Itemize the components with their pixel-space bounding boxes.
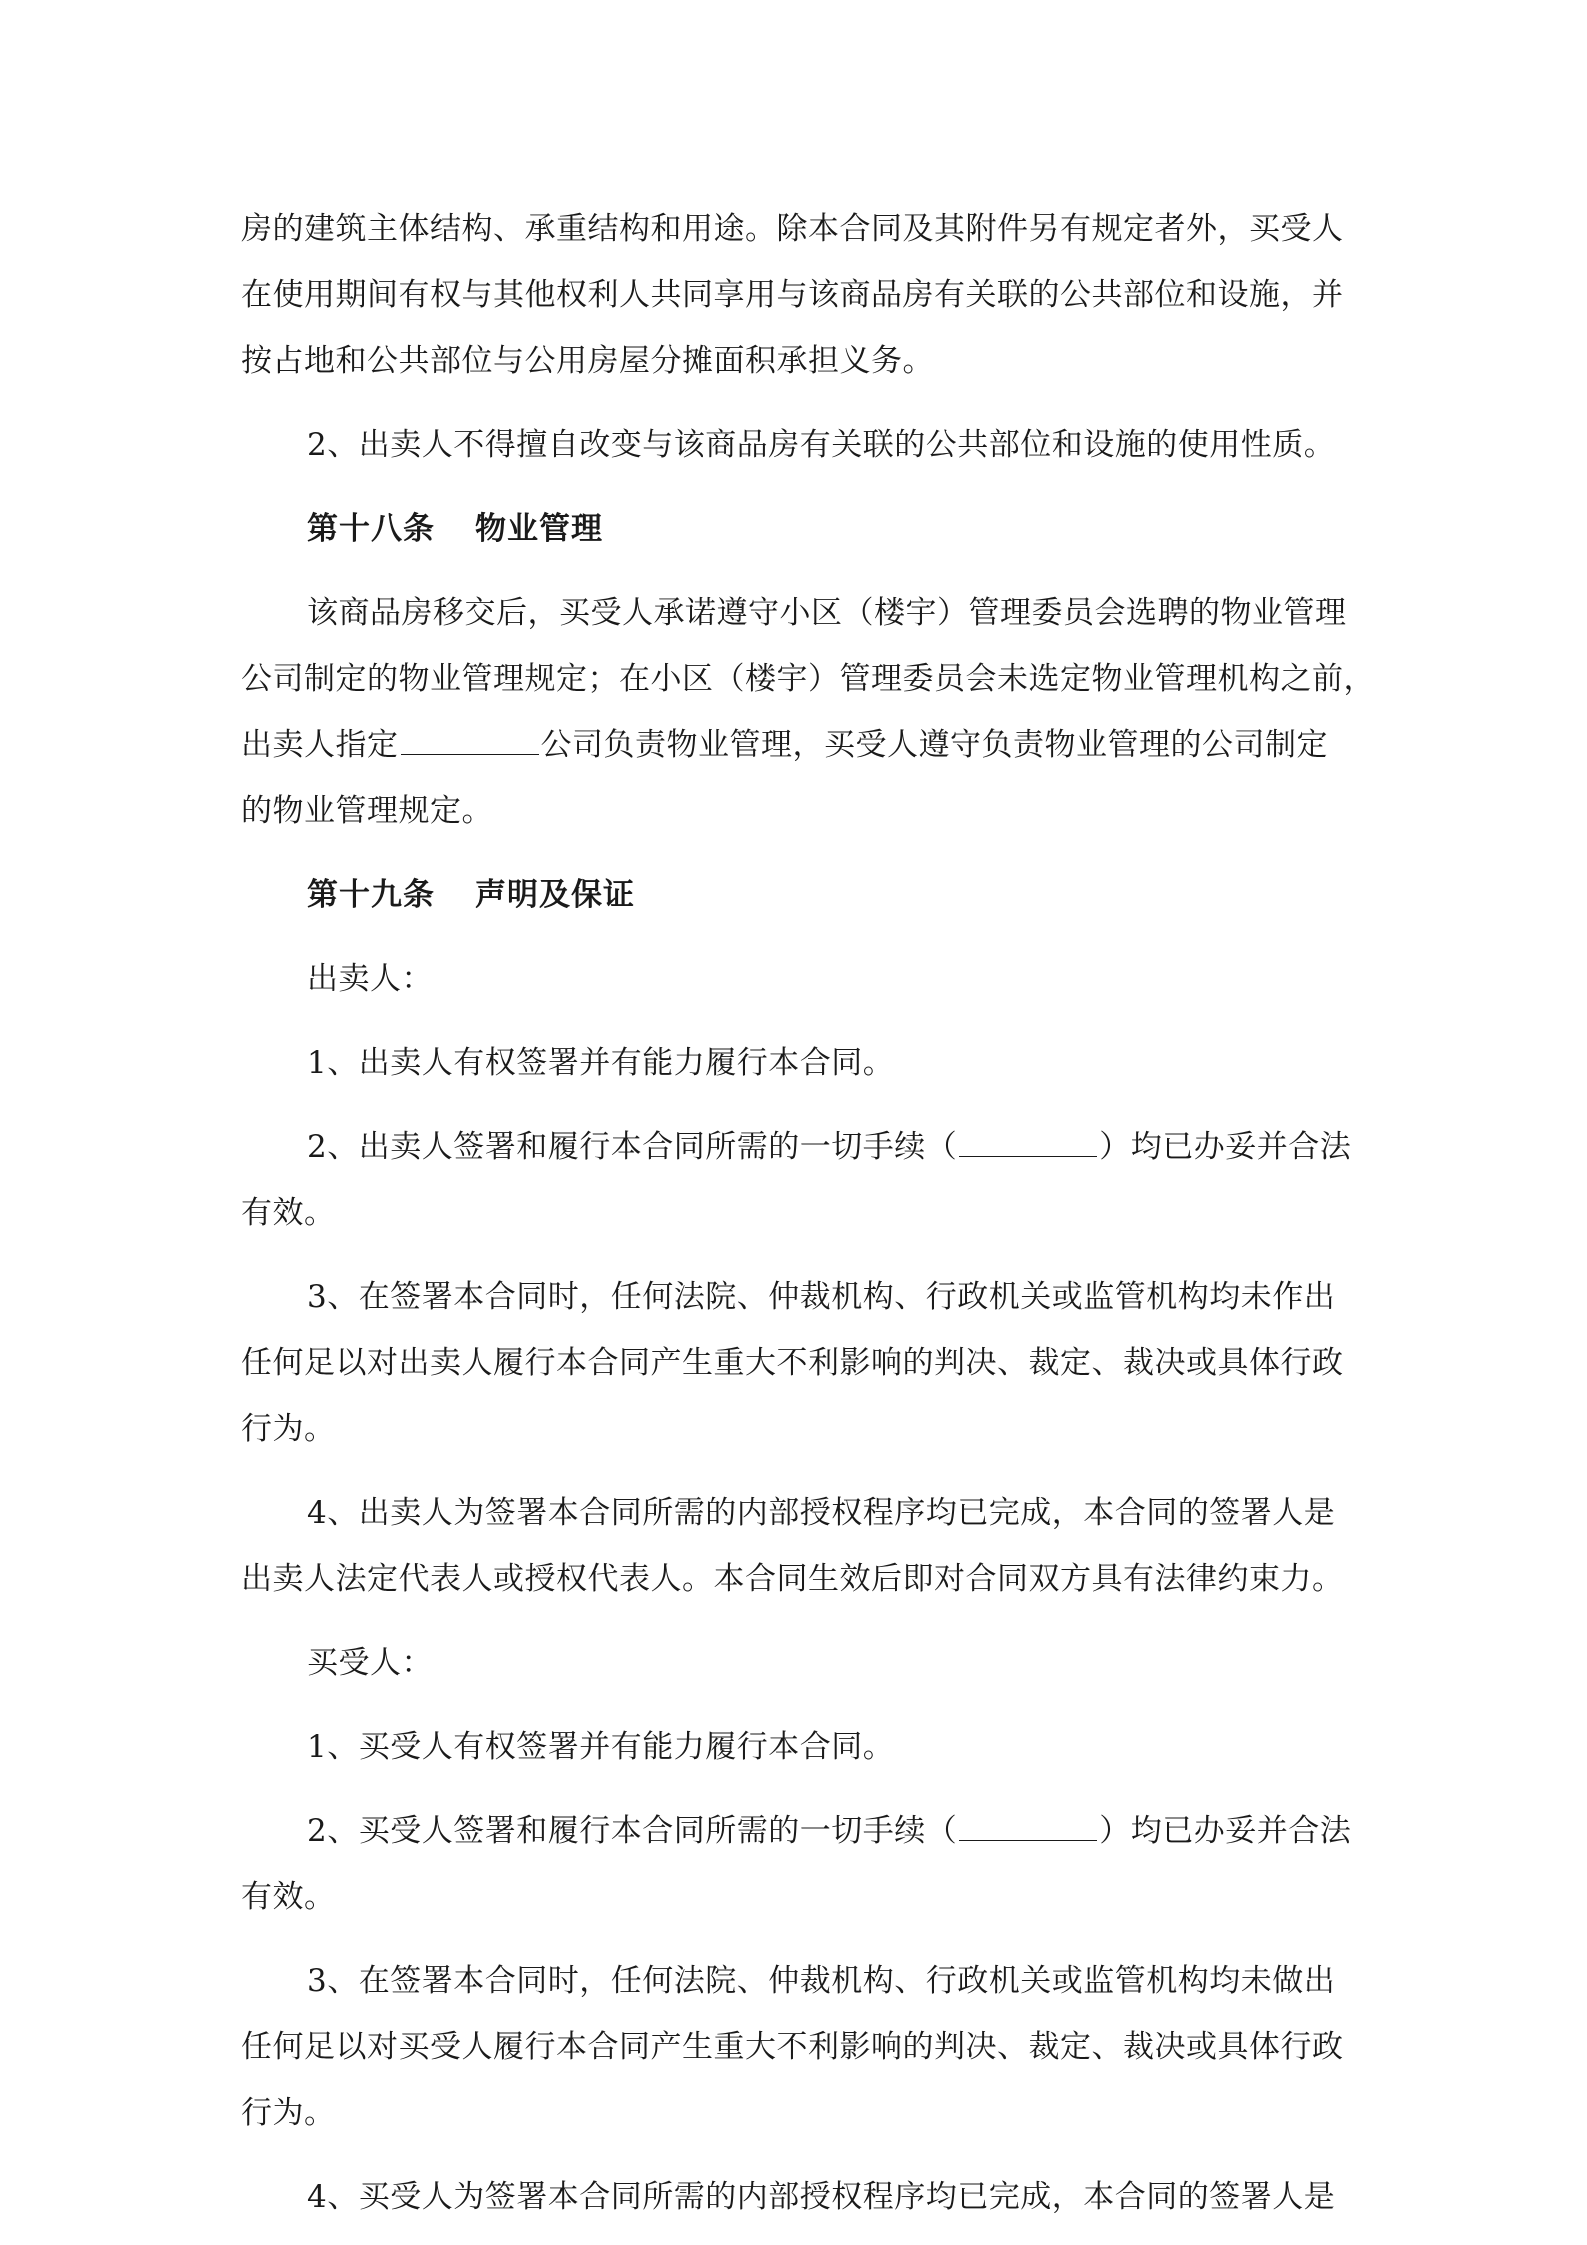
seller-clause-2: 2、出卖人签署和履行本合同所需的一切手续（ ）均已办妥并合法 有效。 bbox=[241, 1114, 1351, 1246]
text-line: 公司制定的物业管理规定；在小区（楼宇）管理委员会未选定物业管理机构之前， bbox=[241, 661, 1375, 697]
paragraph-property-management bbox=[241, 580, 1375, 844]
text-line: 该商品房移交后，买受人承诺遵守小区（楼宇）管理委员会选聘的物业管理 bbox=[307, 595, 1347, 631]
paragraph-seller-restriction bbox=[241, 412, 1351, 478]
article-number: 第十八条 bbox=[307, 511, 435, 547]
seller-clause-1: 1、出卖人有权签署并有能力履行本合同。 bbox=[307, 1045, 895, 1081]
buyer-clause-3: 3、在签署本合同时，任何法院、仲裁机构、行政机关或监管机构均未做出 任何足以对买受人履行本合同产生重大不利影响的判决、裁定、裁决或具体行政 行为。 bbox=[241, 1963, 1344, 2131]
paragraph-usage-rights bbox=[241, 196, 1351, 394]
seller-clause-4: 4、出卖人为签署本合同所需的内部授权程序均已完成，本合同的签署人是 出卖人法定代表人或授权代表人。本合同生效后即对合同双方具有法律约束力。 bbox=[241, 1495, 1344, 1597]
buyer-procedures-blank[interactable] bbox=[959, 1810, 1097, 1841]
article-title: 声明及保证 bbox=[475, 877, 635, 913]
article-title: 物业管理 bbox=[475, 511, 603, 547]
text-line: 的物业管理规定。 bbox=[241, 793, 493, 829]
buyer-label: 买受人： bbox=[307, 1645, 433, 1681]
article-18-heading bbox=[241, 496, 1351, 562]
text-line: 出卖人指定 公司负责物业管理，买受人遵守负责物业管理的公司制定 bbox=[241, 712, 1351, 778]
text-line: 在使用期间有权与其他权利人共同享用与该商品房有关联的公共部位和设施，并 bbox=[241, 277, 1344, 313]
seller-clause-3: 3、在签署本合同时，任何法院、仲裁机构、行政机关或监管机构均未作出 任何足以对出卖人履行本合同产生重大不利影响的判决、裁定、裁决或具体行政 行为。 bbox=[241, 1279, 1344, 1447]
text-line: 房的建筑主体结构、承重结构和用途。除本合同及其附件另有规定者外，买受人 bbox=[241, 211, 1344, 247]
article-number: 第十九条 bbox=[307, 877, 435, 913]
seller-label: 出卖人： bbox=[307, 961, 433, 997]
buyer-clause-2: 2、买受人签署和履行本合同所需的一切手续（ ）均已办妥并合法 有效。 bbox=[241, 1798, 1351, 1930]
buyer-clause-1: 1、买受人有权签署并有能力履行本合同。 bbox=[307, 1729, 895, 1765]
seller-procedures-blank[interactable] bbox=[959, 1126, 1097, 1157]
text-line: 按占地和公共部位与公用房屋分摊面积承担义务。 bbox=[241, 343, 934, 379]
buyer-clause-4: 4、买受人为签署本合同所需的内部授权程序均已完成，本合同的签署人是 bbox=[307, 2179, 1336, 2215]
document-page bbox=[241, 196, 1375, 2230]
text-line: 2、出卖人不得擅自改变与该商品房有关联的公共部位和设施的使用性质。 bbox=[307, 427, 1336, 463]
management-company-blank[interactable] bbox=[401, 724, 539, 755]
article-19-heading bbox=[241, 862, 1351, 928]
